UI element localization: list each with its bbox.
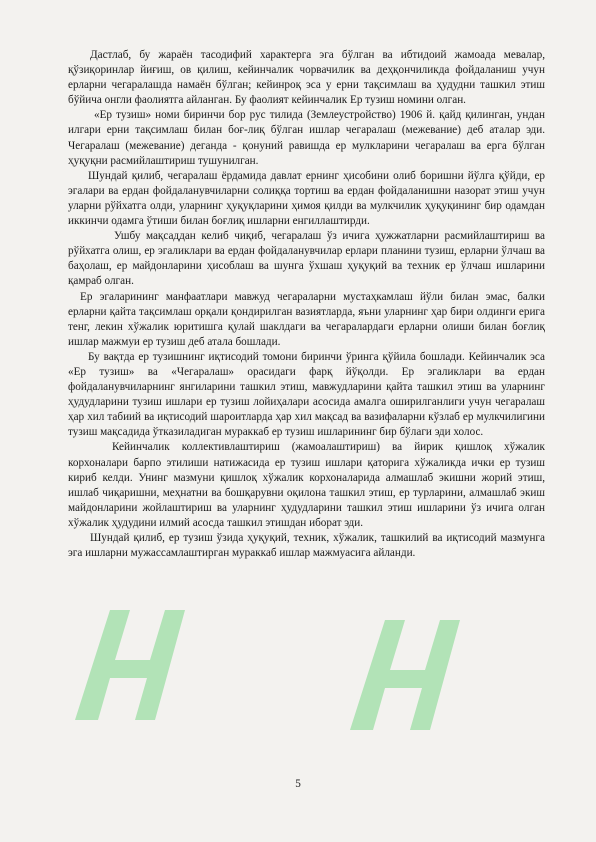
paragraph: Ушбу мақсаддан келиб чиқиб, чегаралаш ўз ичига ҳужжатларни расмийлаштириш ва рўйхатга олиш, ер эгаликлари ва ердан фойдаланувчилар ерлари планини тузиш, ерларни ўлчаш ва баҳолаш, ер майдонларини ҳисоблаш ва шунга ўхшаш ҳуқуқий ва техник ер ўлчаш ишларини қамраб олган. (68, 230, 545, 288)
paragraph: Шундай қилиб, чегаралаш ёрдамида давлат ернинг ҳисобини олиб боришни йўлга қўйди, ер эгалари ва ердан фойдаланувчиларни солиққа тортиш ва ердан фойдаланишни назорат этиш учун уларни рўйхатга олди, уларнинг ҳуқуқларини ҳимоя қилди ва мулкчилик ҳуқуқининг бир одамдан иккинчи одамга ўтиши билан боғлиқ ишларни енгиллаштирди. (68, 169, 545, 228)
paragraph: Дастлаб, бу жараён тасодифий характерга эга бўлган ва ибтидоий жамоада мевалар, қўзиқоринлар йиғиш, ов қилиш, кейинчалик чорвачилик ва деҳқончиликда фойдаланиш учун ерларни чегаралашда намаён бўлган; кейинроқ эса у ерни тақсимлаш ва ҳудудни ташкил этиш бўйича онгли фаолиятга айланган. Бу фаолият кейинчалик Ер тузиш номини олган. (68, 49, 545, 107)
page-number: 5 (295, 778, 301, 790)
paragraph: «Ер тузиш» номи биринчи бор рус тилида (Землеустройство) 1906 й. қайд қилинган, ундан илгари ерни тақсимлаш билан боғ-лиқ бўлган ишлар чегаралаш (межевание) деб аталар эди. Чегаралаш (межевание) деганда - қонуний равишда ер мулкларини чегаралаш ва ерга бўлган ҳуқуқни расмийлаштириш тушунилган. (68, 109, 545, 167)
paragraph: Кейинчалик коллективлаштириш (жамоалаштириш) ва йирик қишлоқ хўжалик корхоналари барпо этилиши натижасида ер тузиш ишлари қаторига хўжаликда ички ер тузиш кириб келди. Унинг мазмуни қишлоқ хўжалик корхоналарида алмашлаб экишни жорий этиш, ишлаб чиқаришни, меҳнатни ва бошқарувни оқилона ташкил этиш, ер турларини, алмашлаб экиш майдонларини жойлаштириш ва уларнинг ҳудудларини ташкил этиш ишларини ўз ичига олган хўжалик ҳудудини илмий асосда ташкил этишдан иборат эди. (68, 441, 545, 529)
paragraph: Ер эгаларининг манфаатлари мавжуд чегараларни мустаҳкамлаш йўли билан эмас, балки ерларни қайта тақсимлаш орқали қондирилган вазиятларда, яъни уларнинг ҳар бири олдинги ерига тенг, лекин хўжалик юритишга қулай шаклдаги ва чегаралардаги ерларни олиши билан боғлиқ ишлар мажмуи ер тузиш деб атала бошлади. (68, 290, 545, 348)
document-body (68, 48, 545, 561)
paragraph: Бу вақтда ер тузишнинг иқтисодий томони биринчи ўринга қўйила бошлади. Кейинчалик эса «Ер тузиш» ва «Чегаралаш» орасидаги фарқ йўқолди. Ер эгаликлари ва ердан фойдаланувчиларнинг янгиларини ташкил этиш, мавжудларини қайта ташкил этиш ва уларнинг ҳудудларини тузиш ишлари ер тузиш лойиҳалари асосида амалга оширилганлиги учун чегаралаш ҳар хил табиий ва иқтисодий шароитларда ҳар хил мақсад ва вазифаларни кўзлаб ер мулкчилигини тузиш мақсадида ўтказиладиган мураккаб ер тузиш ишларининг бир бўлаги эди холос. (68, 350, 545, 439)
paragraph: Шундай қилиб, ер тузиш ўзида ҳуқуқий, техник, хўжалик, ташкилий ва иқтисодий мазмунга эга ишларни мужассамлаштирган мураккаб ишлар мажмуасига айланди. (68, 532, 545, 560)
watermark-logo (55, 590, 205, 740)
watermark-logo (330, 600, 480, 750)
